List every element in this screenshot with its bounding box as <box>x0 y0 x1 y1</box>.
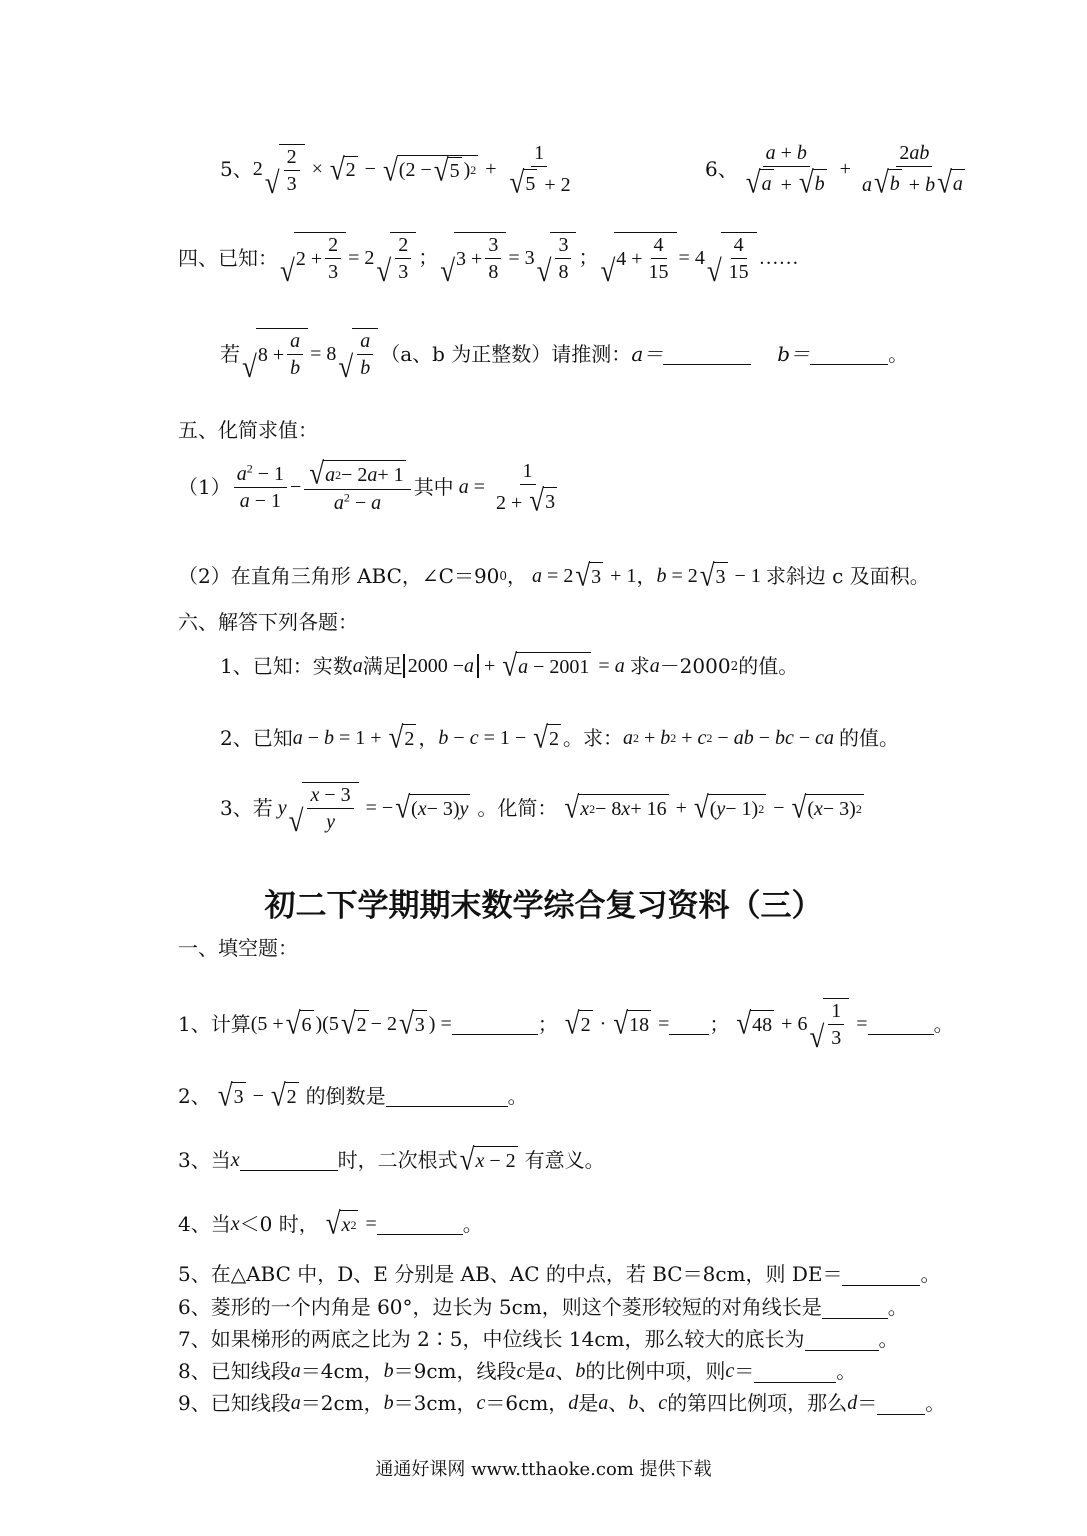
section-6-q3: 3、若 y √ $\frac{x - 3}{y}$ = − √ ( x − 3) y 。化简： √ x 2 − 8 x + 16 + √ ( y − 1) 2 − √ ( x − 3) 2 <box>220 784 862 838</box>
section-6-q1: 1、已知：实数 a 满足 2000 − a + √ a − 2001 = a 求 a －2000 2 的值。 <box>220 647 799 683</box>
answer-blank-q7[interactable] <box>805 1328 879 1351</box>
section-5-heading: 五、化简求值： <box>178 418 318 442</box>
part3-q8: 8、已知线段 a ＝4cm， b ＝9cm，线段 c 是 a 、 b 的比例中项，则 c ＝ 。 <box>178 1359 857 1383</box>
formula-q6: a + b √ a + √ b + 2ab a √ b + b √ a <box>745 142 963 200</box>
answer-blank-q4[interactable] <box>377 1212 463 1235</box>
section-4-given: 四、已知： √ 2 + $\frac{2}{3}$ = 2 √ $\frac{2}{3}$ ； √ 3 + $\frac{3}{8}$ = 3 √ $\frac{3}{8}$ ； √ 4 + $\frac{4}{15}$ = 4 √ $\frac{4}{15}$ …… <box>178 234 799 288</box>
answer-blank-q1b[interactable] <box>669 1012 709 1035</box>
part3-q6: 6、菱形的一个内角是 60°，边长为 5cm，则这个菱形较短的对角线长是 。 <box>178 1295 908 1319</box>
part3-q7: 7、如果梯形的两底之比为 2∶5，中位线长 14cm，那么较大的底长为 。 <box>178 1327 899 1351</box>
formula-sec5-q1: $\frac{a^2 - 1}{a - 1}$ − √ a 2 − 2 a + 1 $a^2 - a$ <box>231 460 414 514</box>
answer-blank-q2[interactable] <box>386 1084 508 1107</box>
answer-blank-b[interactable] <box>810 342 888 365</box>
section-6-q2: 2、已知 a − b = 1 + √ 2 ， b − c = 1 − √ 2 。求： a 2 + b 2 + c 2 − ab − bc − ca 的值。 <box>220 719 900 755</box>
answer-blank-q6[interactable] <box>822 1296 888 1319</box>
section-5-q2: （2）在直角三角形 ABC，∠C＝90 0 ， a = 2 √ 3 + 1 ， b = 2 √ 3 − 1 求斜边 c 及面积。 <box>178 557 930 593</box>
document-title: 初二下学期期末数学综合复习资料（三） <box>264 888 823 924</box>
part3-q3: 3、当 x 时，二次根式 √ x − 2 有意义。 <box>178 1141 605 1177</box>
part3-q5: 5、在△ABC 中，D、E 分别是 AB、AC 的中点，若 BC＝8cm，则 DE＝ 。 <box>178 1262 941 1286</box>
answer-blank-q9[interactable] <box>877 1392 925 1415</box>
part3-section-1-heading: 一、填空题： <box>178 936 298 960</box>
part3-q2: 2、 √ 3 − √ 2 的倒数是 。 <box>178 1077 528 1113</box>
section-4-question: 若 √ 8 + $\frac{a}{b}$ = 8 √ $\frac{a}{b}$ （a、b 为正整数）请推测： a＝ b＝ 。 <box>220 330 909 384</box>
answer-blank-q1a[interactable] <box>452 1012 538 1035</box>
answer-blank-a[interactable] <box>663 342 751 365</box>
part3-q4: 4、当 x ＜0 时， √ x 2 = 。 <box>178 1205 483 1241</box>
part3-q9: 9、已知线段 a ＝2cm， b ＝3cm， c ＝6cm， d 是 a 、 b 、 c 的第四比例项，那么 d ＝ 。 <box>178 1391 946 1415</box>
section-5-q1: （1） $\frac{a^2 - 1}{a - 1}$ − √ a 2 − 2 a + 1 $a^2 - a$ 其中 a = 1 2 + √ 3 <box>178 455 556 518</box>
answer-blank-q3[interactable] <box>240 1148 338 1171</box>
part3-q1: 1、计算 (5 + √ 6 )(5 √ 2 − 2 √ 3 ) = ； √ 2 · √ 18 = ； √ 48 + 6 √ $\frac{1}{3}$ = 。 <box>178 1000 954 1054</box>
formula-sec4: √ 8 + $\frac{a}{b}$ = 8 √ $\frac{a}{b}$ <box>240 328 380 379</box>
problem-5: 5、 2 √ $\frac{2}{3}$ × √ 2 − √ (2 − √ 5 ) 2 + 1 √ 5 + 2 <box>220 142 577 196</box>
page-footer: 通通好课网 www.tthaoke.com 提供下载 <box>375 1459 712 1480</box>
formula-q5: 2 √ $\frac{2}{3}$ × √ 2 − √ (2 − √ 5 ) 2 + 1 √ 5 + 2 <box>252 142 571 200</box>
section-6-heading: 六、解答下列各题： <box>178 610 358 634</box>
answer-blank-q5[interactable] <box>842 1263 920 1286</box>
problem-6: 6、 a + b √ a + √ b + 2ab a √ b + b √ a <box>705 142 973 196</box>
pattern-formulas: √ 2 + $\frac{2}{3}$ = 2 √ $\frac{2}{3}$ ； √ 3 + $\frac{3}{8}$ = 3 √ $\frac{3}{8}$ ； √ 4 + $\frac{4}{15}$ = 4 √ $\frac{4}{15}$ …… <box>280 234 799 288</box>
answer-blank-q1c[interactable] <box>868 1012 934 1035</box>
answer-blank-q8[interactable] <box>754 1360 836 1383</box>
